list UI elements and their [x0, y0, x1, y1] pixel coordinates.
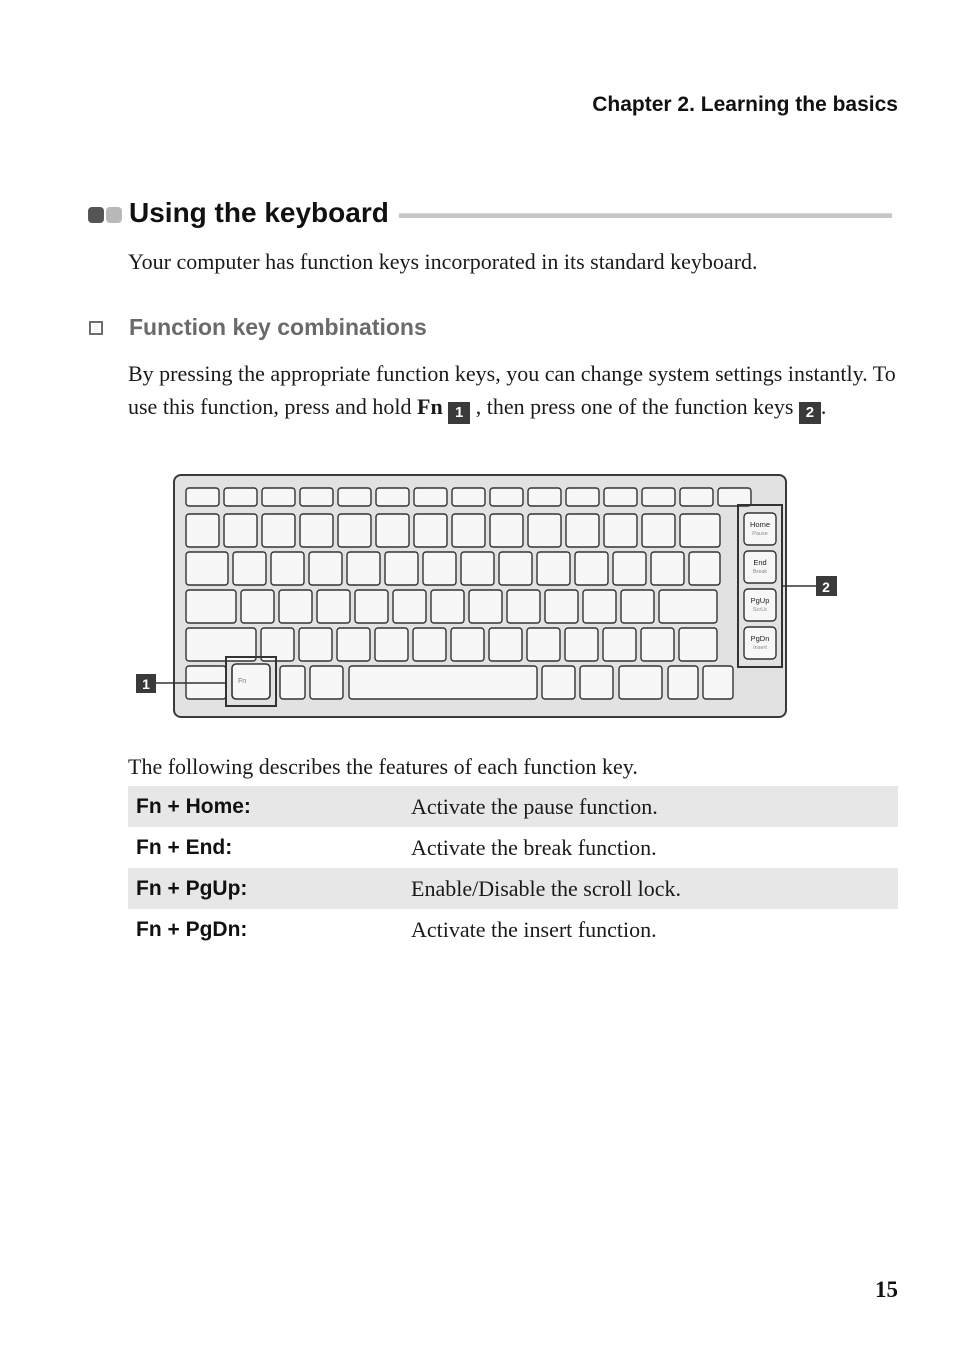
badge-2: 2 [799, 402, 821, 424]
keyboard-key [376, 514, 409, 547]
keyboard-key [280, 666, 305, 699]
table-row [128, 827, 898, 868]
keyboard-key [689, 552, 720, 585]
keyboard-key [376, 488, 409, 506]
keyboard-key [186, 590, 236, 623]
keyboard-key [414, 514, 447, 547]
keyboard-key [651, 552, 684, 585]
instructions-paragraph [128, 357, 898, 424]
table-intro: The following describes the features of each function key. [128, 754, 638, 779]
fn-bold: Fn [417, 394, 443, 419]
keyboard-key [542, 666, 575, 699]
right-key-main-label: PgUp [750, 596, 770, 605]
fn-key-description: Activate the break function. [411, 834, 657, 860]
fn-key-description: Activate the pause function. [411, 786, 898, 827]
table-row [128, 909, 898, 950]
keyboard-key [603, 628, 636, 661]
title-rule [399, 213, 892, 218]
keyboard-key [338, 488, 371, 506]
page-number: 15 [875, 1277, 898, 1302]
keyboard-key [528, 514, 561, 547]
callout-2-label: 2 [822, 579, 830, 595]
keyboard-key [490, 488, 523, 506]
keyboard-key [527, 628, 560, 661]
keyboard-key [347, 552, 380, 585]
keyboard-key [489, 628, 522, 661]
fn-key-combo: Fn + Home: [128, 786, 411, 827]
keyboard-key [279, 590, 312, 623]
keyboard-key [310, 666, 343, 699]
section-title: Using the keyboard [129, 197, 389, 228]
keyboard-key [680, 488, 713, 506]
keyboard-key [393, 590, 426, 623]
keyboard-key [613, 552, 646, 585]
keyboard-key [507, 590, 540, 623]
keyboard-key [241, 590, 274, 623]
keyboard-key [528, 488, 561, 506]
keyboard-key [619, 666, 662, 699]
keyboard-key [718, 488, 751, 506]
fn-key-combo: Fn + PgDn: [136, 917, 248, 941]
keyboard-key [300, 488, 333, 506]
keyboard-key [604, 488, 637, 506]
keyboard-key [642, 488, 675, 506]
right-key-sub-label: Break [752, 569, 768, 575]
right-key-sub-label: Insert [753, 645, 767, 651]
keyboard-key [431, 590, 464, 623]
right-function-key [744, 551, 776, 583]
right-key-main-label: Home [749, 520, 771, 529]
right-key-main-label: PgDn [750, 634, 770, 643]
fn-key-label: Fn [238, 678, 247, 685]
keyboard-key [355, 590, 388, 623]
chapter-header: Chapter 2. Learning the basics [592, 93, 898, 116]
right-function-key [744, 627, 776, 659]
section-heading [88, 197, 892, 231]
para-text-1: By pressing the appropriate function keys, you can change system settings instantly. To use this function, press and hold [128, 361, 896, 419]
right-key-sub-label: ScrLk [752, 607, 768, 613]
fn-key-description: Enable/Disable the scroll lock. [411, 868, 898, 909]
keyboard-key [499, 552, 532, 585]
keyboard-key [423, 552, 456, 585]
keyboard-key [262, 488, 295, 506]
keyboard-figure [128, 468, 848, 726]
badge-1: 1 [448, 402, 470, 424]
keyboard-key [604, 514, 637, 547]
keyboard-key [679, 628, 717, 661]
fn-key-description: Activate the insert function. [411, 916, 657, 942]
keyboard-key [641, 628, 674, 661]
keyboard-key [413, 628, 446, 661]
keyboard-key [451, 628, 484, 661]
keyboard-key [224, 514, 257, 547]
subsection-title: Function key combinations [129, 314, 427, 340]
keyboard-key [414, 488, 447, 506]
keyboard-key [300, 514, 333, 547]
keyboard-key [233, 552, 266, 585]
keyboard-key [575, 552, 608, 585]
keyboard-key [452, 488, 485, 506]
keyboard-key [461, 552, 494, 585]
keyboard-key [659, 590, 717, 623]
keyboard-key [621, 590, 654, 623]
right-function-key [744, 513, 776, 545]
keyboard-key [583, 590, 616, 623]
keyboard-key [668, 666, 698, 699]
fn-key-combo: Fn + End: [136, 835, 233, 859]
keyboard-key [224, 488, 257, 506]
keyboard-key [338, 514, 371, 547]
fn-key-combo: Fn + PgUp: [128, 868, 411, 909]
keyboard-key [703, 666, 733, 699]
keyboard-key [337, 628, 370, 661]
keyboard-key [566, 514, 599, 547]
keyboard-key [680, 514, 720, 547]
keyboard-key [565, 628, 598, 661]
square-bullet-icon [89, 321, 103, 335]
keyboard-key [262, 514, 295, 547]
keyboard-key [469, 590, 502, 623]
keyboard-key [490, 514, 523, 547]
section-bullet-icon [88, 207, 124, 223]
keyboard-key [186, 488, 219, 506]
para-text-2: , then press one of the function keys [470, 394, 799, 419]
keyboard-key [349, 666, 537, 699]
right-key-sub-label: Pause [752, 531, 768, 537]
keyboard-key [299, 628, 332, 661]
keyboard-key [186, 514, 219, 547]
keyboard-key [186, 552, 228, 585]
table-row [128, 868, 898, 909]
keyboard-key [537, 552, 570, 585]
para-end: . [820, 394, 827, 419]
keyboard-key [545, 590, 578, 623]
keyboard-key [309, 552, 342, 585]
keyboard-key [375, 628, 408, 661]
table-row [128, 786, 898, 827]
keyboard-key [642, 514, 675, 547]
keyboard-key [580, 666, 613, 699]
intro-text: Your computer has function keys incorporated in its standard keyboard. [128, 249, 758, 274]
keyboard-key [385, 552, 418, 585]
keyboard-key [452, 514, 485, 547]
callout-1-label: 1 [142, 676, 150, 692]
function-key-table [128, 786, 898, 950]
keyboard-key [271, 552, 304, 585]
keyboard-key [566, 488, 599, 506]
keyboard-key [317, 590, 350, 623]
right-key-main-label: End [753, 558, 767, 567]
right-function-key [744, 589, 776, 621]
